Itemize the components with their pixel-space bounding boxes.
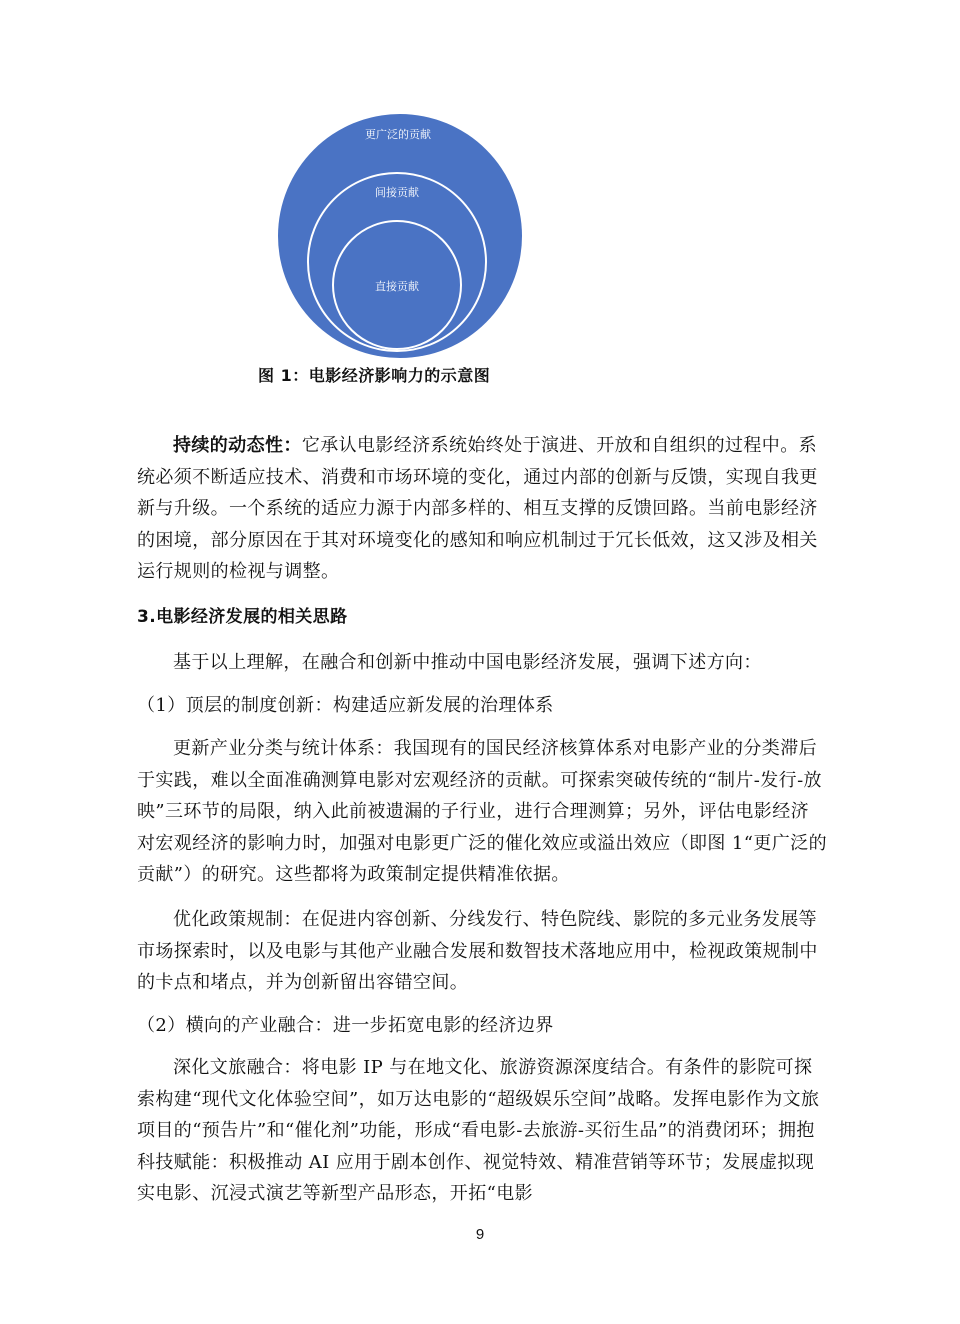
figure-caption: 图 1：电影经济影响力的示意图 (258, 366, 491, 385)
paragraph-policy: 优化政策规制：在促进内容创新、分线发行、特色院线、影院的多元业务发展等市场探索时，以及电影与其他产业融合发展和数智技术落地应用中，检视政策规制中的卡点和堵点，并为创新留出容错空间。 (137, 909, 818, 993)
paragraph-intro: 基于以上理解，在融合和创新中推动中国电影经济发展，强调下述方向： (173, 652, 762, 673)
subheading-1: （1）顶层的制度创新：构建适应新发展的治理体系 (137, 695, 554, 716)
paragraph-body: 它承认电影经济系统始终处于演进、开放和自组织的过程中。系统必须不断适应技术、消费和市场环境的变化，通过内部的创新与反馈，实现自我更新与升级。一个系统的适应力源于内部多样的、相互支撑的反馈回路。当前电影经济的困境，部分原因在于其对环境变化的感知和响应机制过于冗长低效，这又涉及相关运行规则的检视与调整。 (137, 435, 818, 582)
section-heading: 3.电影经济发展的相关思路 (137, 607, 348, 627)
nested-circles-diagram (272, 108, 528, 364)
paragraph-statistics: 更新产业分类与统计体系：我国现有的国民经济核算体系对电影产业的分类滞后于实践，难以全面准确测算电影对宏观经济的贡献。可探索突破传统的“制片-发行-放映”三环节的局限，纳入此前被遗漏的子行业，进行合理测算；另外，评估电影经济对宏观经济的影响力时，加强对电影更广泛的催化效应或溢出效应（即图 1“更广泛的贡献”）的研究。这些都将为政策制定提供精准依据。 (137, 738, 827, 885)
paragraph-lead: 持续的动态性： (173, 435, 302, 456)
paragraph-dynamic (137, 430, 827, 588)
outer-label: 更广泛的贡献 (365, 128, 431, 141)
middle-label: 间接贡献 (375, 186, 419, 199)
subheading-2: （2）横向的产业融合：进一步拓宽电影的经济边界 (137, 1015, 554, 1036)
diagram-svg (272, 108, 528, 364)
paragraph-culture-tourism: 深化文旅融合：将电影 IP 与在地文化、旅游资源深度结合。有条件的影院可探索构建“现代文化体验空间”，如万达电影的“超级娱乐空间”战略。发挥电影作为文旅项目的“预告片”和“催化剂”功能，形成“看电影-去旅游-买衍生品”的消费闭环；拥抱科技赋能：积极推动 AI 应用于剧本创作、视觉特效、精准营销等环节；发展虚拟现实电影、沉浸式演艺等新型产品形态，开拓“电影 (137, 1057, 820, 1204)
page-number: 9 (475, 1226, 485, 1243)
inner-label: 直接贡献 (375, 280, 419, 293)
